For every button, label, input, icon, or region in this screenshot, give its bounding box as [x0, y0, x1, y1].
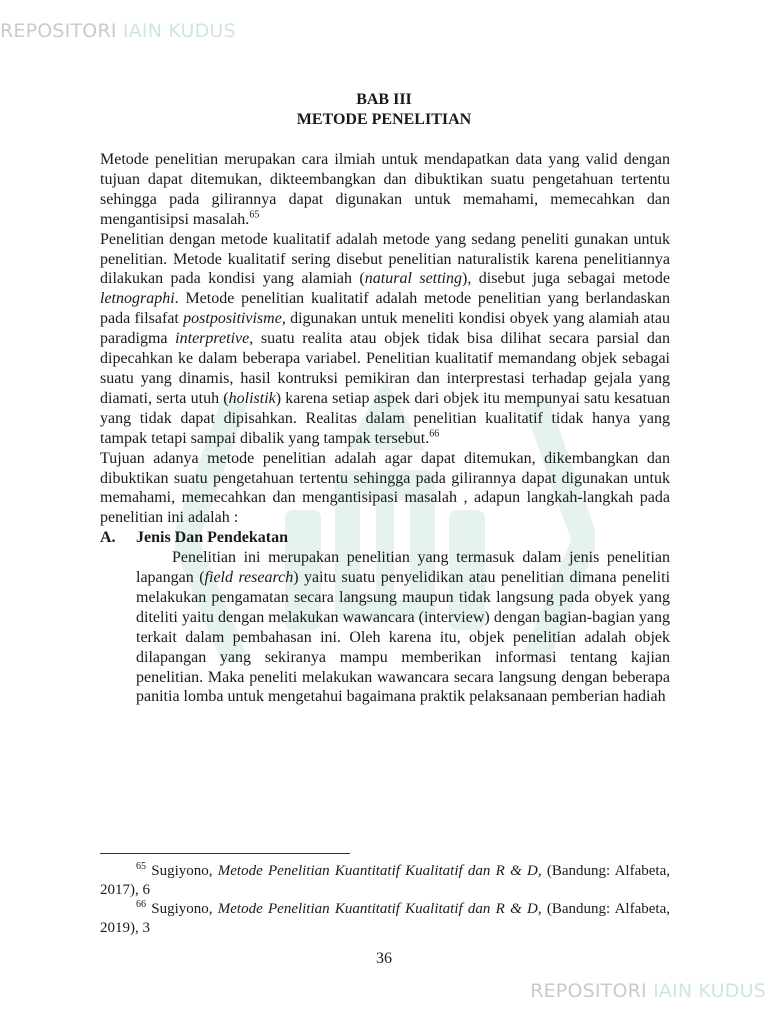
paragraph-2: Penelitian dengan metode kualitatif adalah metode yang sedang peneliti gunakan untuk penelitian. Metode kualitatif sering disebut penelitian naturalistik karena penelitiannya dilakukan pada kondisi yang alamiah (natural setting), disebut juga sebagai metode letnographi. Metode penelitian kualitatif adalah metode penelitian yang berlandaskan pada filsafat postpositivisme, digunakan untuk meneliti kondisi obyek yang alamiah atau paradigma interpretive, suatu realita atau objek tidak bisa dilihat secara parsial dan dipecahkan ke dalam beberapa variabel. Penelitian kualitatif memandang objek sebagai suatu yang dinamis, hasil kontruksi pemikiran dan interprestasi terhadap gejala yang diamati, serta utuh (holistik) karena setiap aspek dari objek itu mempunyai satu kesatuan yang tidak dapat dipisahkan. Realitas dalam penelitian kualitatif tidak hanya yang tampak tetapi sampai dibalik yang tampak tersebut.$^{66}$: [100, 230, 671, 447]
footnote-separator: [100, 853, 350, 854]
page-number: 36: [376, 950, 392, 967]
footnotes: [100, 862, 670, 938]
footnote-ref: 65: [249, 209, 260, 221]
section-a-paragraph: Penelitian ini merupakan penelitian yang termasuk dalam jenis penelitian lapangan (field research) yaitu suatu penyelidikan atau penelitian dimana peneliti melakukan pengamatan secara langsung maupun tidak langsung pada obyek yang diteliti yaitu dengan melakukan wawancara (interview) dengan bagian-bagian yang terkait dalam pembahasan ini. Oleh karena itu, objek penelitian adalah objek dilapangan yang sekiranya mampu memberikan informasi tentang kajian penelitian. Maka peneliti melakukan wawancara secara langsung dengan beberapa panitia lomba untuk mengetahui bagaimana praktik pelaksanaan pemberian hadiah: [136, 549, 671, 706]
footnote-ref: 66: [429, 428, 440, 440]
chapter-heading: BAB III: [356, 91, 412, 108]
body-text: [100, 150, 670, 707]
section-title: Jenis Dan Pendekatan: [136, 529, 289, 547]
watermark-top: REPOSITORI IAIN KUDUS: [0, 20, 236, 42]
paragraph-3: Tujuan adanya metode penelitian adalah agar dapat ditemukan, dikembangkan dan dibuktikan suatu pengetahuan tertentu sehingga pada gilirannya dapat digunakan untuk memahami, memecahkan dan mengantisipasi masalah , adapun langkah-langkah pada penelitian ini adalah :: [100, 449, 670, 527]
watermark-bottom: REPOSITORI IAIN KUDUS: [530, 980, 766, 1002]
section-heading-a: [100, 528, 670, 548]
footnote-66: $^{66}$ Sugiyono, Metode Penelitian Kuantitatif Kualitatif dan R & D, (Bandung: Alfabeta, 2019), 3: [100, 899, 670, 936]
chapter-title: METODE PENELITIAN: [296, 111, 472, 128]
footnote-65: $^{65}$ Sugiyono, Metode Penelitian Kuantitatif Kualitatif dan R & D, (Bandung: Alfabeta, 2017), 6: [100, 861, 670, 898]
paragraph-1: Metode penelitian merupakan cara ilmiah untuk mendapatkan data yang valid dengan tujuan dapat ditemukan, dikteembangkan dan dibuktikan suatu pengetahuan tertentu sehingga pada gilirannya dapat digunakan untuk memahami, memecahkan dan mengantisipsi masalah.$^{65}$: [100, 151, 670, 228]
section-number: A.: [100, 529, 116, 547]
